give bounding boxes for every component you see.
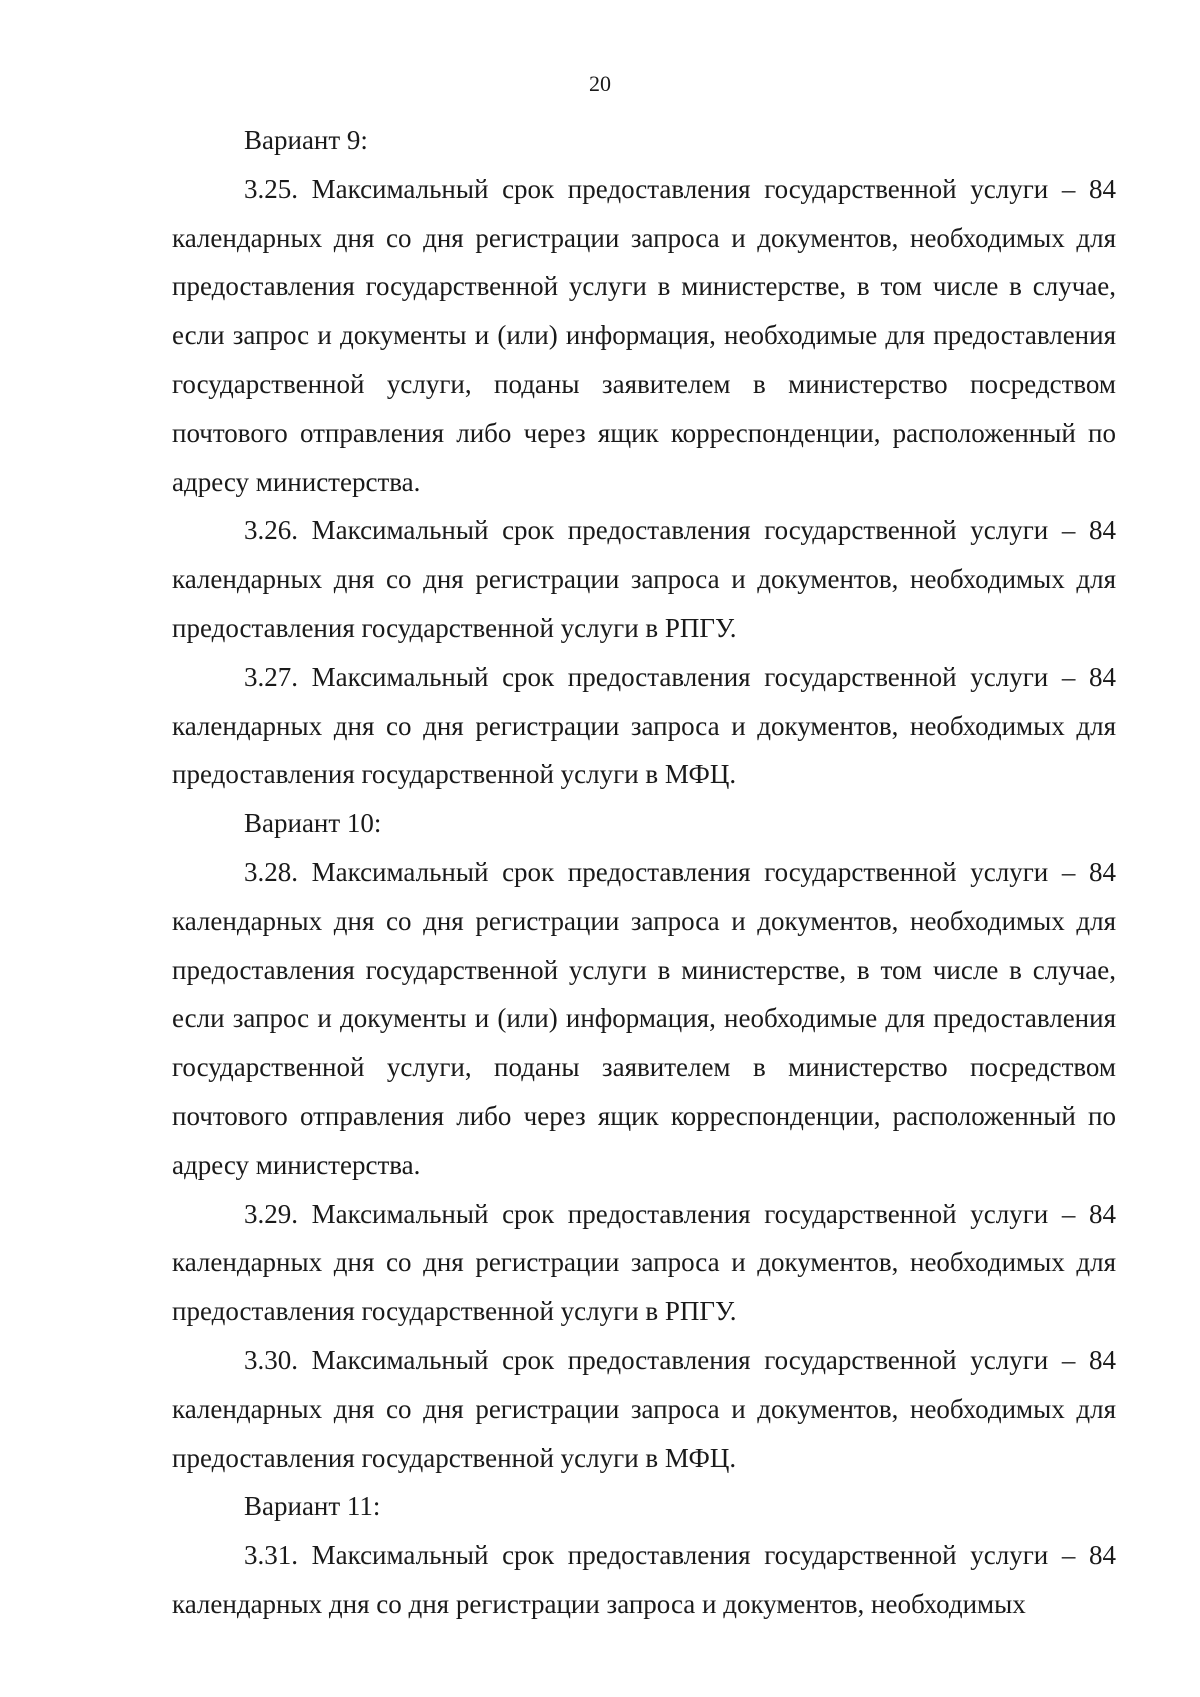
variant-heading: Вариант 9: <box>244 125 368 155</box>
variant-heading: Вариант 11: <box>244 1491 381 1522</box>
paragraph-3-25: 3.25. Максимальный срок предоставления государственной услуги – 84 календарных дня со дня регистрации запроса и документов, необходимых для предоставления государственной услуги в министерстве, в том числе в случае, если запрос и документы и (или) информация, необходимые для предоставления государственной услуги, поданы заявителем в министерство посредством почтового отправления либо через ящик корреспонденции, расположенный по адресу министерства. <box>172 173 1116 497</box>
document-body <box>172 116 1116 1629</box>
page-number: 20 <box>589 71 611 96</box>
paragraph-3-31: 3.31. Максимальный срок предоставления государственной услуги – 84 календарных дня со дня регистрации запроса и документов, необходимых <box>172 1540 1116 1619</box>
variant-heading: Вариант 10: <box>244 808 382 839</box>
paragraph-3-28: 3.28. Максимальный срок предоставления государственной услуги – 84 календарных дня со дня регистрации запроса и документов, необходимых для предоставления государственной услуги в министерстве, в том числе в случае, если запрос и документы и (или) информация, необходимые для предоставления государственной услуги, поданы заявителем в министерство посредством почтового отправления либо через ящик корреспонденции, расположенный по адресу министерства. <box>172 856 1116 1180</box>
paragraph-3-26: 3.26. Максимальный срок предоставления государственной услуги – 84 календарных дня со дня регистрации запроса и документов, необходимых для предоставления государственной услуги в РПГУ. <box>172 515 1116 643</box>
paragraph-3-29: 3.29. Максимальный срок предоставления государственной услуги – 84 календарных дня со дня регистрации запроса и документов, необходимых для предоставления государственной услуги в РПГУ. <box>172 1198 1116 1327</box>
paragraph-3-30: 3.30. Максимальный срок предоставления государственной услуги – 84 календарных дня со дня регистрации запроса и документов, необходимых для предоставления государственной услуги в МФЦ. <box>172 1344 1116 1473</box>
paragraph-3-27: 3.27. Максимальный срок предоставления государственной услуги – 84 календарных дня со дня регистрации запроса и документов, необходимых для предоставления государственной услуги в МФЦ. <box>172 661 1116 790</box>
